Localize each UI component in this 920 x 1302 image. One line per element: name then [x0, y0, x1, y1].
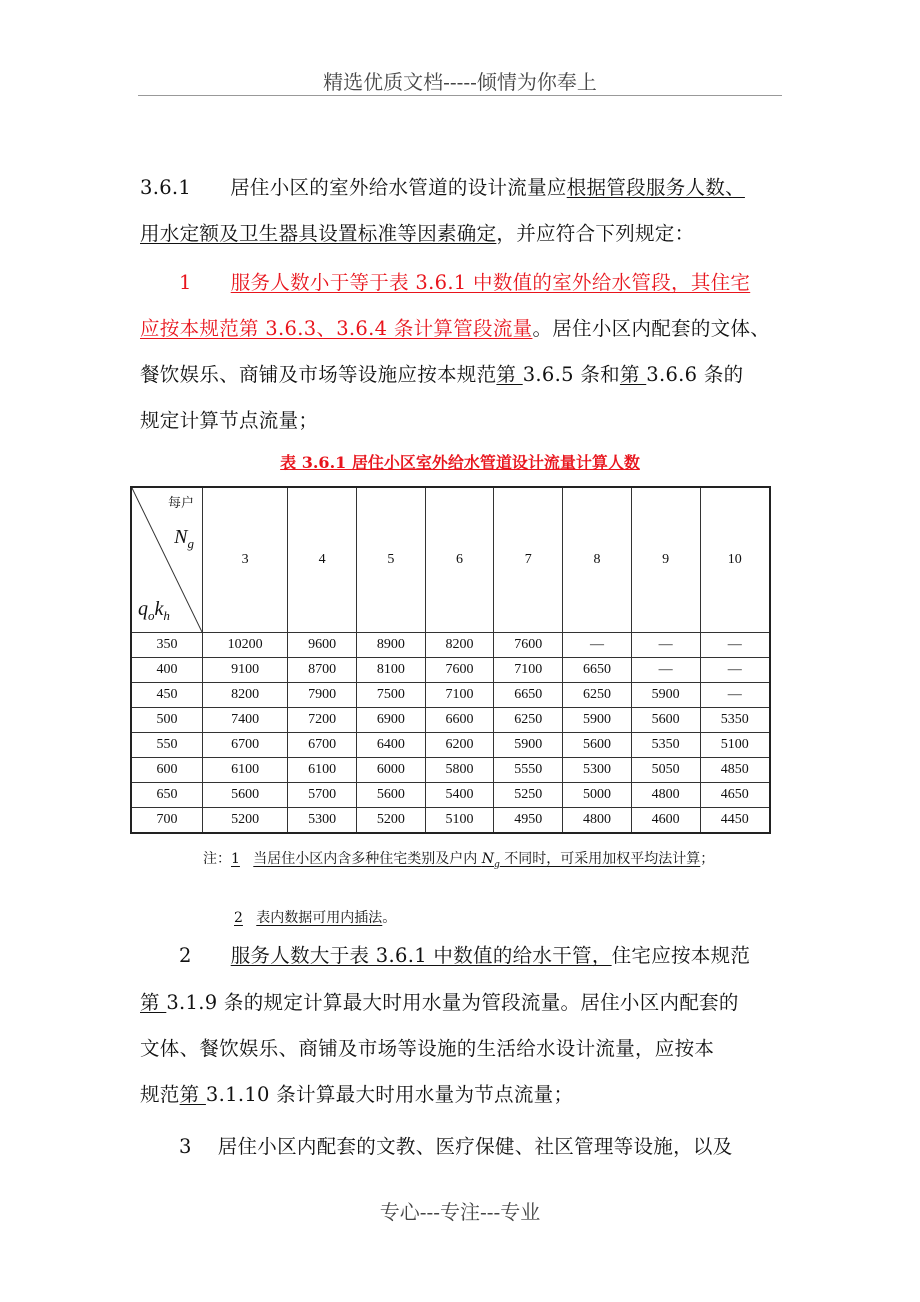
- row-header: 400: [131, 658, 203, 683]
- table-cell: 4450: [700, 808, 770, 834]
- table-cell: 8100: [357, 658, 426, 683]
- table-cell: —: [700, 633, 770, 658]
- table-cell: 5900: [631, 683, 700, 708]
- text-segment: ，并应符合下列规定：: [496, 222, 695, 245]
- table-row: [131, 658, 770, 683]
- table-cell: 5700: [288, 783, 357, 808]
- note-1-b: 不同时，可采用加权平均法计算: [499, 851, 701, 867]
- table-cell: 5350: [700, 708, 770, 733]
- table-cell: 5300: [563, 758, 632, 783]
- column-header: 6: [425, 487, 494, 633]
- table-cell: 5200: [203, 808, 288, 834]
- table-cell: 8200: [203, 683, 288, 708]
- corner-header-cell: [131, 487, 203, 633]
- ng-label: N: [174, 526, 188, 548]
- table-cell: —: [563, 633, 632, 658]
- column-header: 4: [288, 487, 357, 633]
- table-row: [131, 808, 770, 834]
- table-cell: 4650: [700, 783, 770, 808]
- note-1-a: 当居住小区内含多种住宅类别及户内: [253, 851, 482, 867]
- table-cell: 5300: [288, 808, 357, 834]
- note-2-num: 2: [234, 910, 243, 926]
- table-cell: 7600: [425, 658, 494, 683]
- page-footer: 专心---专注---专业: [379, 1200, 541, 1224]
- note-1-num: 1: [231, 851, 240, 867]
- text-segment: 住宅应按本规范: [611, 944, 751, 967]
- table-cell: 9100: [203, 658, 288, 683]
- row-header: 650: [131, 783, 203, 808]
- text-segment: 3 居住小区内配套的文教、医疗保健、社区管理等设施，以及: [140, 1135, 733, 1158]
- text-segment: 服务人数大于表 3.6.1 中数值的给水干管，: [230, 944, 612, 967]
- column-header: 3: [203, 487, 288, 633]
- table-cell: 5100: [700, 733, 770, 758]
- q-sub: o: [148, 608, 155, 623]
- text-line: [140, 987, 739, 1015]
- text-segment: 2: [140, 944, 231, 967]
- table-cell: 5100: [425, 808, 494, 834]
- table-row: [131, 683, 770, 708]
- text-segment: 3.1.9 条的规定计算最大时用水量为管段流量。居住小区内配套的: [166, 991, 739, 1014]
- text-line: [140, 1079, 573, 1107]
- table-cell: 5600: [631, 708, 700, 733]
- text-line: [140, 359, 743, 387]
- k-sub: h: [163, 608, 170, 623]
- table-cell: 8700: [288, 658, 357, 683]
- text-segment: 第: [496, 363, 523, 386]
- table-cell: 7400: [203, 708, 288, 733]
- row-header: 550: [131, 733, 203, 758]
- column-header: 9: [631, 487, 700, 633]
- table-cell: 9600: [288, 633, 357, 658]
- text-segment: 第: [179, 1083, 206, 1106]
- row-header: 500: [131, 708, 203, 733]
- text-segment: 1: [140, 271, 231, 294]
- table-caption: 表 3.6.1 居住小区室外给水管道设计流量计算人数: [280, 453, 640, 472]
- k-label: k: [154, 598, 164, 620]
- table-cell: 4950: [494, 808, 563, 834]
- table-cell: —: [631, 633, 700, 658]
- note-1: [203, 848, 714, 870]
- table-cell: 5800: [425, 758, 494, 783]
- table-cell: 7500: [357, 683, 426, 708]
- table-cell: 5250: [494, 783, 563, 808]
- text-line: [140, 172, 745, 200]
- text-segment: 3.6.5 条和: [522, 363, 620, 386]
- text-segment: 应按本规范第 3.6.3、3.6.4 条计算管段流量: [140, 317, 533, 340]
- text-line: [140, 1033, 714, 1061]
- table-cell: 7100: [494, 658, 563, 683]
- note-2: [234, 907, 396, 927]
- table-cell: 6200: [425, 733, 494, 758]
- text-segment: 3.1.10 条计算最大时用水量为节点流量；: [205, 1083, 574, 1106]
- text-line: [140, 1131, 733, 1159]
- note-2-text: 表内数据可用内插法: [256, 910, 383, 926]
- table-cell: 5600: [203, 783, 288, 808]
- table-cell: 5350: [631, 733, 700, 758]
- table-cell: 7600: [494, 633, 563, 658]
- table-header-row: [131, 487, 770, 633]
- text-line: [140, 405, 318, 433]
- text-segment: 3.6.1 居住小区的室外给水管道的设计流量应: [140, 176, 567, 199]
- text-line: [140, 940, 750, 968]
- table-cell: 6650: [563, 658, 632, 683]
- table-cell: 4800: [631, 783, 700, 808]
- table-row: [131, 733, 770, 758]
- table-cell: —: [700, 658, 770, 683]
- text-line: [140, 218, 694, 246]
- table-cell: 5900: [494, 733, 563, 758]
- text-segment: 。居住小区内配套的文体、: [532, 317, 771, 340]
- note-1-end: ；: [700, 851, 715, 867]
- table-cell: 4800: [563, 808, 632, 834]
- text-segment: 服务人数小于等于表 3.6.1 中数值的室外给水管段，其住宅: [230, 271, 751, 294]
- table-cell: 6000: [357, 758, 426, 783]
- table-cell: 5050: [631, 758, 700, 783]
- text-segment: 3.6.6 条的: [646, 363, 744, 386]
- note-2-end: 。: [382, 910, 397, 926]
- column-header: 8: [563, 487, 632, 633]
- table-cell: 5200: [357, 808, 426, 834]
- corner-per-household: 每户: [167, 495, 194, 510]
- table-cell: 6100: [203, 758, 288, 783]
- design-flow-table: [130, 486, 771, 834]
- table-cell: 6400: [357, 733, 426, 758]
- table-row: [131, 783, 770, 808]
- table-cell: 8900: [357, 633, 426, 658]
- table-cell: 5900: [563, 708, 632, 733]
- table-cell: 6700: [288, 733, 357, 758]
- table-cell: 6250: [494, 708, 563, 733]
- corner-ng: [174, 526, 194, 552]
- table-cell: 4850: [700, 758, 770, 783]
- table-cell: 5400: [425, 783, 494, 808]
- table-cell: 7900: [288, 683, 357, 708]
- ng-sub: g: [187, 536, 194, 551]
- text-segment: 第: [140, 991, 167, 1014]
- text-segment: 文体、餐饮娱乐、商铺及市场等设施的生活给水设计流量，应按本: [140, 1037, 715, 1060]
- table-row: [131, 758, 770, 783]
- column-header: 10: [700, 487, 770, 633]
- table-cell: 6250: [563, 683, 632, 708]
- text-segment: 规范: [140, 1083, 180, 1106]
- table-row: [131, 633, 770, 658]
- table-cell: 6900: [357, 708, 426, 733]
- note-ng: N: [481, 851, 494, 867]
- note-ng-sub: g: [493, 859, 500, 870]
- header-rule: [138, 95, 782, 96]
- table-cell: 4600: [631, 808, 700, 834]
- text-segment: 根据管段服务人数、: [566, 176, 745, 199]
- note-1-text: [253, 851, 701, 870]
- text-segment: 用水定额及卫生器具设置标准等因素确定: [140, 222, 497, 245]
- corner-qoKh: [138, 598, 170, 624]
- table-cell: 7200: [288, 708, 357, 733]
- table-cell: 5550: [494, 758, 563, 783]
- text-line: [140, 313, 770, 341]
- table-cell: 6650: [494, 683, 563, 708]
- text-segment: 第: [619, 363, 647, 386]
- note-prefix: 注：: [203, 851, 231, 867]
- table-row: [131, 708, 770, 733]
- text-segment: 规定计算节点流量；: [140, 409, 319, 432]
- column-header: 5: [357, 487, 426, 633]
- row-header: 600: [131, 758, 203, 783]
- table-cell: 6100: [288, 758, 357, 783]
- table-cell: 7100: [425, 683, 494, 708]
- table-cell: 5600: [563, 733, 632, 758]
- table-cell: —: [631, 658, 700, 683]
- q-label: q: [138, 598, 148, 620]
- table-cell: 5000: [563, 783, 632, 808]
- table-cell: 6700: [203, 733, 288, 758]
- text-segment: 餐饮娱乐、商铺及市场等设施应按本规范: [140, 363, 497, 386]
- table-cell: 8200: [425, 633, 494, 658]
- row-header: 450: [131, 683, 203, 708]
- row-header: 700: [131, 808, 203, 834]
- row-header: 350: [131, 633, 203, 658]
- page-header: 精选优质文档-----倾情为你奉上: [323, 70, 597, 94]
- text-line: [140, 267, 750, 295]
- table-cell: 10200: [203, 633, 288, 658]
- table-cell: 5600: [357, 783, 426, 808]
- table-cell: 6600: [425, 708, 494, 733]
- column-header: 7: [494, 487, 563, 633]
- table-cell: —: [700, 683, 770, 708]
